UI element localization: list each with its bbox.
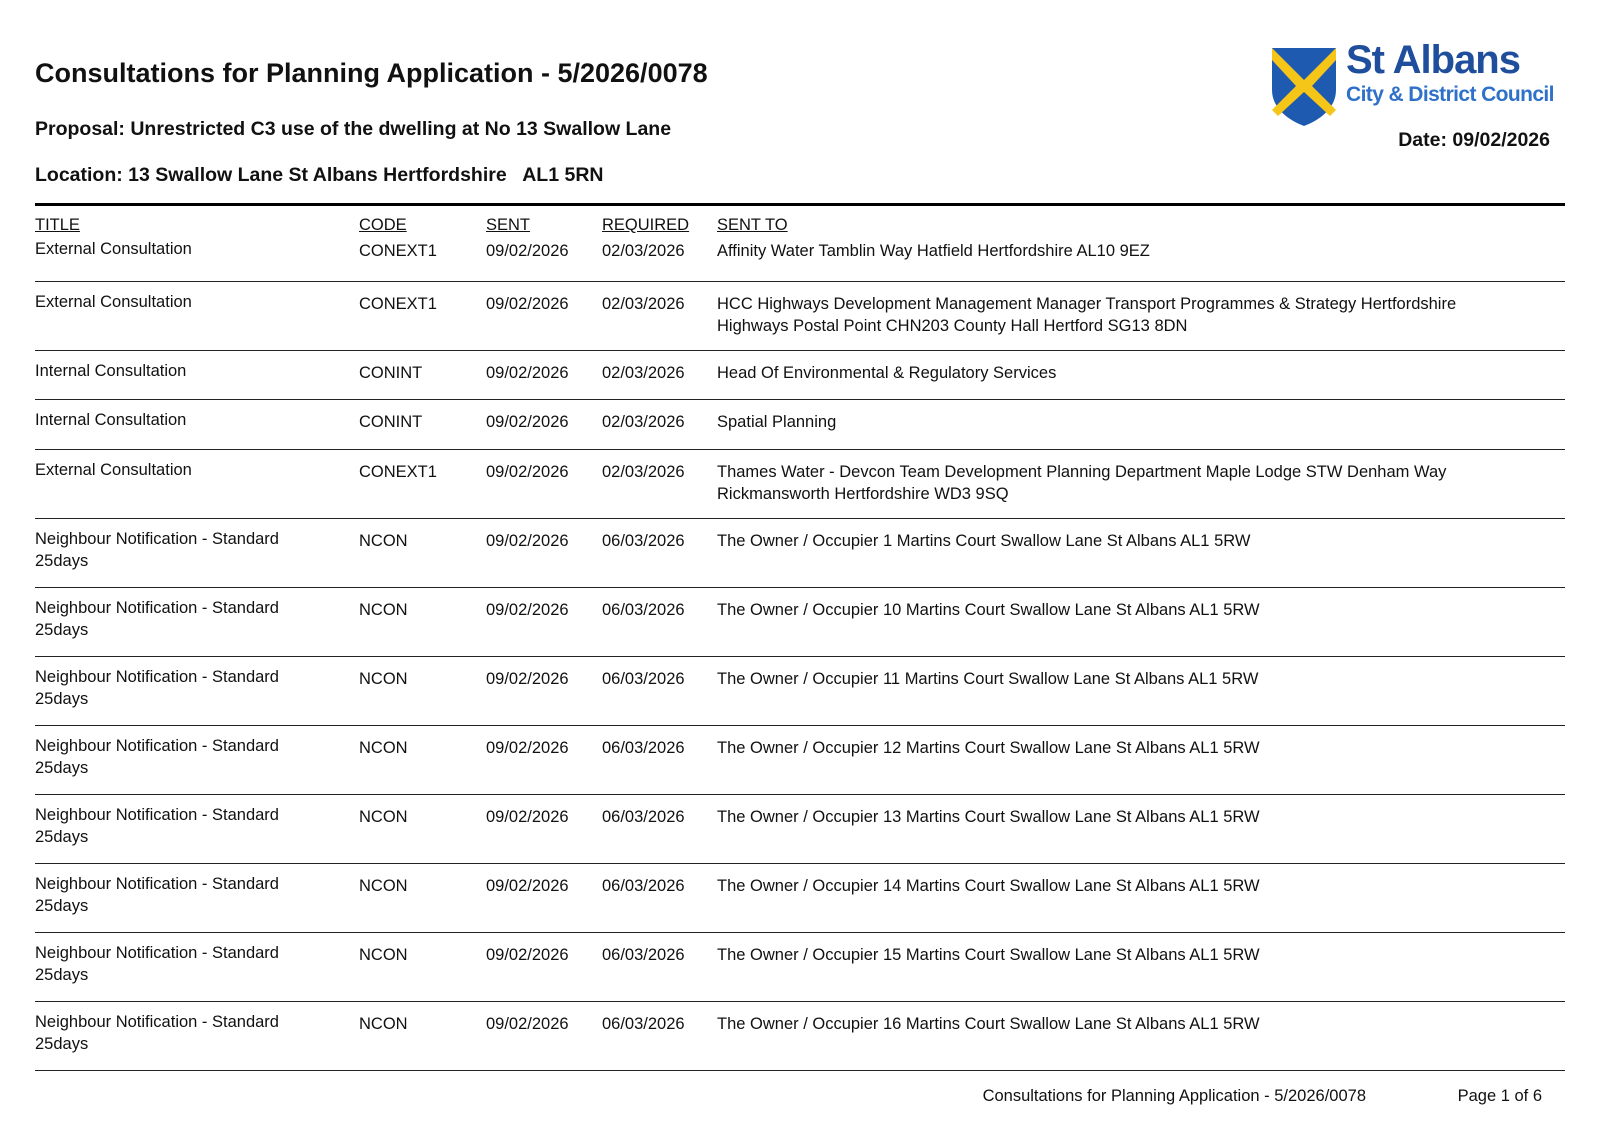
council-logo xyxy=(1270,38,1554,128)
row-code: CONINT xyxy=(359,364,423,382)
row-sent: 09/02/2026 xyxy=(486,242,569,260)
row-sent-to: Affinity Water Tamblin Way Hatfield Hertfordshire AL10 9EZ xyxy=(717,242,1150,260)
header-divider xyxy=(35,203,1565,206)
footer-title: Consultations for Planning Application - 5/2026/0078 xyxy=(982,1087,1366,1105)
row-sent-to: The Owner / Occupier 15 Martins Court Swallow Lane St Albans AL1 5RW xyxy=(717,946,1260,964)
logo-subtitle: City & District Council xyxy=(1346,83,1554,106)
table-row xyxy=(35,519,1565,588)
row-sent: 09/02/2026 xyxy=(486,532,569,550)
column-header-sent: SENT xyxy=(486,216,531,234)
row-sent: 09/02/2026 xyxy=(486,364,569,382)
row-sent-to: The Owner / Occupier 16 Martins Court Swallow Lane St Albans AL1 5RW xyxy=(717,1015,1260,1033)
column-header-code: CODE xyxy=(359,216,407,234)
row-sent-to: The Owner / Occupier 11 Martins Court Swallow Lane St Albans AL1 5RW xyxy=(717,670,1259,688)
row-sent: 09/02/2026 xyxy=(486,601,569,619)
shield-icon xyxy=(1270,46,1338,128)
row-required: 06/03/2026 xyxy=(602,946,685,964)
table-row xyxy=(35,588,1565,657)
row-code: CONEXT1 xyxy=(359,463,437,481)
row-sent-to: The Owner / Occupier 12 Martins Court Swallow Lane St Albans AL1 5RW xyxy=(717,739,1260,757)
row-sent: 09/02/2026 xyxy=(486,946,569,964)
row-sent: 09/02/2026 xyxy=(486,413,569,431)
row-sent: 09/02/2026 xyxy=(486,739,569,757)
table-row xyxy=(35,450,1565,519)
row-code: NCON xyxy=(359,808,408,826)
row-required: 06/03/2026 xyxy=(602,532,685,550)
row-required: 02/03/2026 xyxy=(602,242,685,260)
row-required: 06/03/2026 xyxy=(602,1015,685,1033)
row-required: 02/03/2026 xyxy=(602,463,685,481)
row-title: Neighbour Notification - Standard 25days xyxy=(35,530,279,570)
row-code: CONINT xyxy=(359,413,423,431)
row-required: 06/03/2026 xyxy=(602,601,685,619)
row-code: NCON xyxy=(359,532,408,550)
table-row xyxy=(35,240,1565,282)
row-sent-to: The Owner / Occupier 13 Martins Court Swallow Lane St Albans AL1 5RW xyxy=(717,808,1260,826)
table-row xyxy=(35,795,1565,864)
row-code: NCON xyxy=(359,670,408,688)
row-title: Neighbour Notification - Standard 25days xyxy=(35,944,279,984)
row-required: 02/03/2026 xyxy=(602,364,685,382)
column-header-required: REQUIRED xyxy=(602,216,690,234)
row-title: Neighbour Notification - Standard 25days xyxy=(35,1013,279,1053)
page-title: Consultations for Planning Application - 5/2026/0078 xyxy=(35,58,708,88)
row-title: Neighbour Notification - Standard 25days xyxy=(35,737,279,777)
row-title: External Consultation xyxy=(35,240,192,258)
row-required: 02/03/2026 xyxy=(602,295,685,313)
table-row xyxy=(35,400,1565,450)
row-sent-to: HCC Highways Development Management Manager Transport Programmes & Strategy Hertfordshire Highways Postal Point CHN203 County Hall Hertford SG13 8DN xyxy=(717,295,1457,335)
row-required: 06/03/2026 xyxy=(602,877,685,895)
row-sent-to: Head Of Environmental & Regulatory Services xyxy=(717,364,1057,382)
table-header-row xyxy=(35,214,1565,240)
column-header-sent-to: SENT TO xyxy=(717,216,788,234)
report-date: Date: 09/02/2026 xyxy=(1398,129,1550,151)
row-code: CONEXT1 xyxy=(359,295,437,313)
table-row xyxy=(35,351,1565,400)
table-row xyxy=(35,282,1565,351)
row-sent-to: The Owner / Occupier 14 Martins Court Swallow Lane St Albans AL1 5RW xyxy=(717,877,1260,895)
row-title: External Consultation xyxy=(35,461,192,479)
row-sent: 09/02/2026 xyxy=(486,670,569,688)
table-row xyxy=(35,657,1565,726)
table-row xyxy=(35,726,1565,795)
row-code: CONEXT1 xyxy=(359,242,437,260)
row-required: 06/03/2026 xyxy=(602,739,685,757)
page-number: Page 1 of 6 xyxy=(1457,1087,1542,1105)
row-required: 06/03/2026 xyxy=(602,670,685,688)
consultations-table xyxy=(35,214,1565,1071)
row-sent-to: Thames Water - Devcon Team Development Planning Department Maple Lodge STW Denham Way Rickmansworth Hertfordshire WD3 9SQ xyxy=(717,463,1447,503)
row-required: 06/03/2026 xyxy=(602,808,685,826)
proposal-text: Proposal: Unrestricted C3 use of the dwelling at No 13 Swallow Lane xyxy=(35,118,672,140)
row-code: NCON xyxy=(359,739,408,757)
table-row xyxy=(35,1002,1565,1071)
row-sent: 09/02/2026 xyxy=(486,463,569,481)
row-title: Internal Consultation xyxy=(35,362,187,380)
row-sent-to: The Owner / Occupier 10 Martins Court Swallow Lane St Albans AL1 5RW xyxy=(717,601,1260,619)
row-title: Neighbour Notification - Standard 25days xyxy=(35,806,279,846)
row-sent: 09/02/2026 xyxy=(486,295,569,313)
row-title: Neighbour Notification - Standard 25days xyxy=(35,599,279,639)
row-sent: 09/02/2026 xyxy=(486,877,569,895)
row-title: Internal Consultation xyxy=(35,411,187,429)
row-title: Neighbour Notification - Standard 25days xyxy=(35,875,279,915)
row-sent-to: The Owner / Occupier 1 Martins Court Swallow Lane St Albans AL1 5RW xyxy=(717,532,1251,550)
table-row xyxy=(35,933,1565,1002)
row-code: NCON xyxy=(359,946,408,964)
logo-name: St Albans xyxy=(1346,38,1520,82)
row-required: 02/03/2026 xyxy=(602,413,685,431)
row-code: NCON xyxy=(359,601,408,619)
row-sent: 09/02/2026 xyxy=(486,1015,569,1033)
row-code: NCON xyxy=(359,1015,408,1033)
row-sent: 09/02/2026 xyxy=(486,808,569,826)
row-code: NCON xyxy=(359,877,408,895)
row-title: Neighbour Notification - Standard 25days xyxy=(35,668,279,708)
location-text: Location: 13 Swallow Lane St Albans Hertfordshire AL1 5RN xyxy=(35,164,604,186)
row-title: External Consultation xyxy=(35,293,192,311)
row-sent-to: Spatial Planning xyxy=(717,413,837,431)
table-row xyxy=(35,864,1565,933)
column-header-title: TITLE xyxy=(35,216,80,234)
